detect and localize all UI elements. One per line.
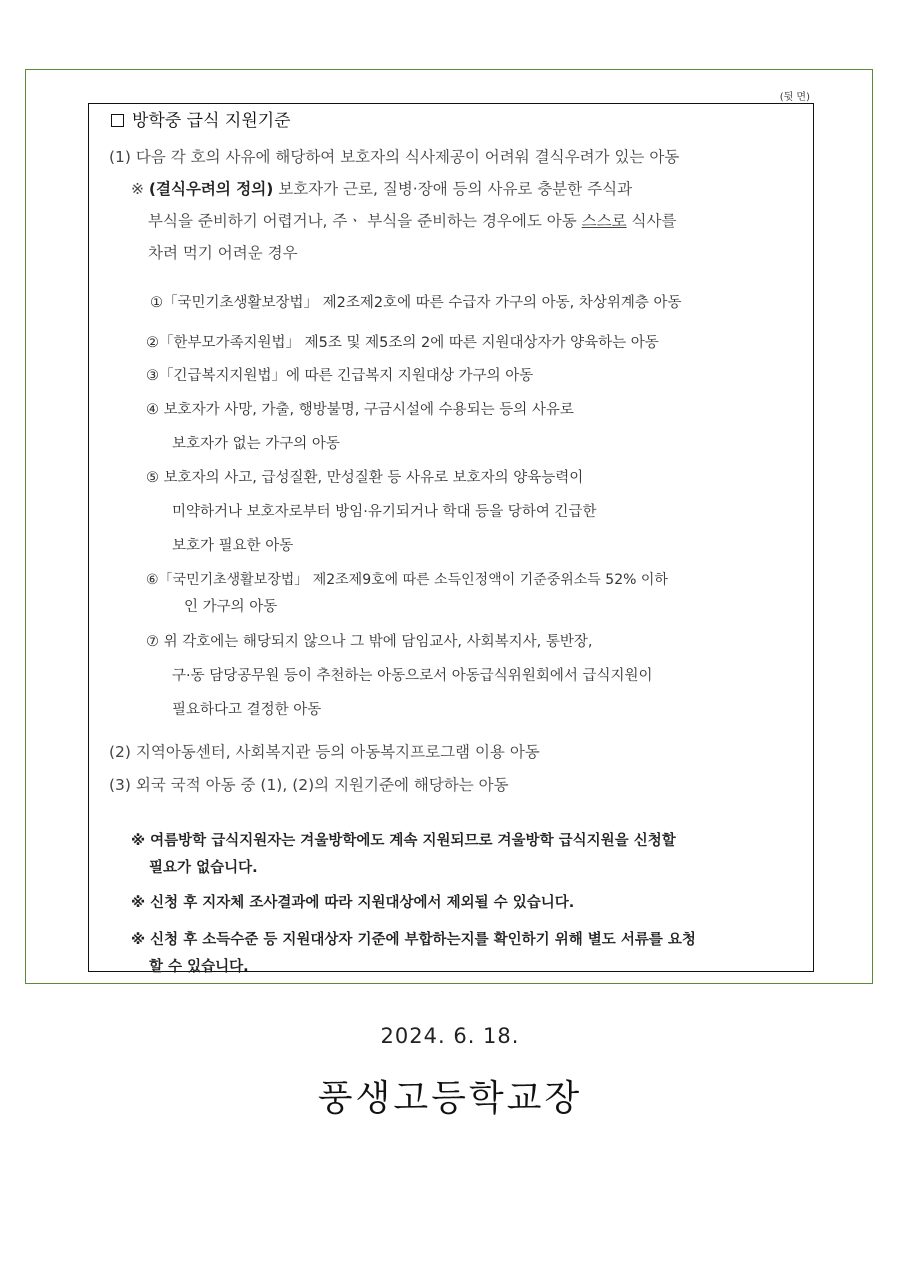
sub-criterion-1: ①「국민기초생활보장법」 제2조제2호에 따른 수급자 가구의 아동, 차상위계층 아동	[150, 295, 682, 311]
definition-label: (결식우려의 정의)	[148, 180, 274, 198]
sub-criterion-4-line-1: ④ 보호자가 사망, 가출, 행방불명, 구금시설에 수용되는 등의 사유로	[146, 402, 574, 418]
principal-signature: 풍생고등학교장	[317, 1078, 583, 1119]
issue-date: 2024. 6. 18.	[380, 1024, 520, 1048]
definition-line-1	[131, 177, 632, 199]
sub-criterion-4-line-2: 보호자가 없는 가구의 아동	[172, 436, 340, 452]
criterion-2: (2) 지역아동센터, 사회복지관 등의 아동복지프로그램 이용 아동	[109, 743, 540, 761]
sub-criterion-5-line-1: ⑤ 보호자의 사고, 급성질환, 만성질환 등 사유로 보호자의 양육능력이	[146, 470, 584, 486]
sub-criterion-3: ③「긴급복지지원법」에 따른 긴급복지 지원대상 가구의 아동	[146, 368, 534, 384]
sub-criterion-7-line-1: ⑦ 위 각호에는 해당되지 않으나 그 밖에 담임교사, 사회복지사, 통반장,	[146, 634, 593, 650]
back-side-note: (뒷 면)	[779, 92, 810, 103]
sub-criterion-7-line-3: 필요하다고 결정한 아동	[172, 702, 322, 718]
section-title-text: 방학중 급식 지원기준	[132, 111, 291, 131]
definition-line-2	[148, 209, 676, 231]
notice-2: ※ 신청 후 지자체 조사결과에 따라 지원대상에서 제외될 수 있습니다.	[131, 895, 575, 911]
section-title	[111, 106, 291, 131]
sub-criterion-5-line-3: 보호가 필요한 아동	[172, 538, 294, 554]
sub-criterion-2: ②「한부모가족지원법」 제5조 및 제5조의 2에 따른 지원대상자가 양육하는 아동	[146, 335, 659, 351]
definition-text-a: 부식을 준비하기 어렵거나, 주ㆍ 부식을 준비하는 경우에도 아동	[148, 212, 582, 230]
criterion-1: (1) 다음 각 호의 사유에 해당하여 보호자의 식사제공이 어려워 결식우려가 있는 아동	[109, 148, 680, 166]
definition-line-3: 차려 먹기 어려운 경우	[148, 244, 298, 262]
definition-text: 보호자가 근로, 질병·장애 등의 사유로 충분한 주식과	[273, 180, 633, 198]
notice-3-line-1: ※ 신청 후 소득수준 등 지원대상자 기준에 부합하는지를 확인하기 위해 별도 서류를 요청	[131, 932, 696, 948]
sub-criterion-6-line-1: ⑥「국민기초생활보장법」 제2조제9호에 따른 소득인정액이 기준중위소득 52% 이하	[146, 572, 668, 588]
checkbox-icon	[111, 114, 124, 127]
definition-underlined: 스스로	[581, 212, 627, 230]
definition-text-b: 식사를	[626, 212, 677, 230]
sub-criterion-7-line-2: 구·동 담당공무원 등이 추천하는 아동으로서 아동급식위원회에서 급식지원이	[172, 668, 653, 684]
notice-1-line-1: ※ 여름방학 급식지원자는 겨울방학에도 계속 지원되므로 겨울방학 급식지원을 신청할	[131, 833, 676, 849]
note-mark: ※	[131, 180, 149, 198]
criterion-3: (3) 외국 국적 아동 중 (1), (2)의 지원기준에 해당하는 아동	[109, 776, 509, 794]
notice-1-line-2: 필요가 없습니다.	[149, 860, 258, 876]
sub-criterion-6-line-2: 인 가구의 아동	[184, 599, 278, 615]
notice-3-line-2: 할 수 있습니다.	[149, 959, 249, 975]
sub-criterion-5-line-2: 미약하거나 보호자로부터 방임·유기되거나 학대 등을 당하여 긴급한	[172, 504, 597, 520]
